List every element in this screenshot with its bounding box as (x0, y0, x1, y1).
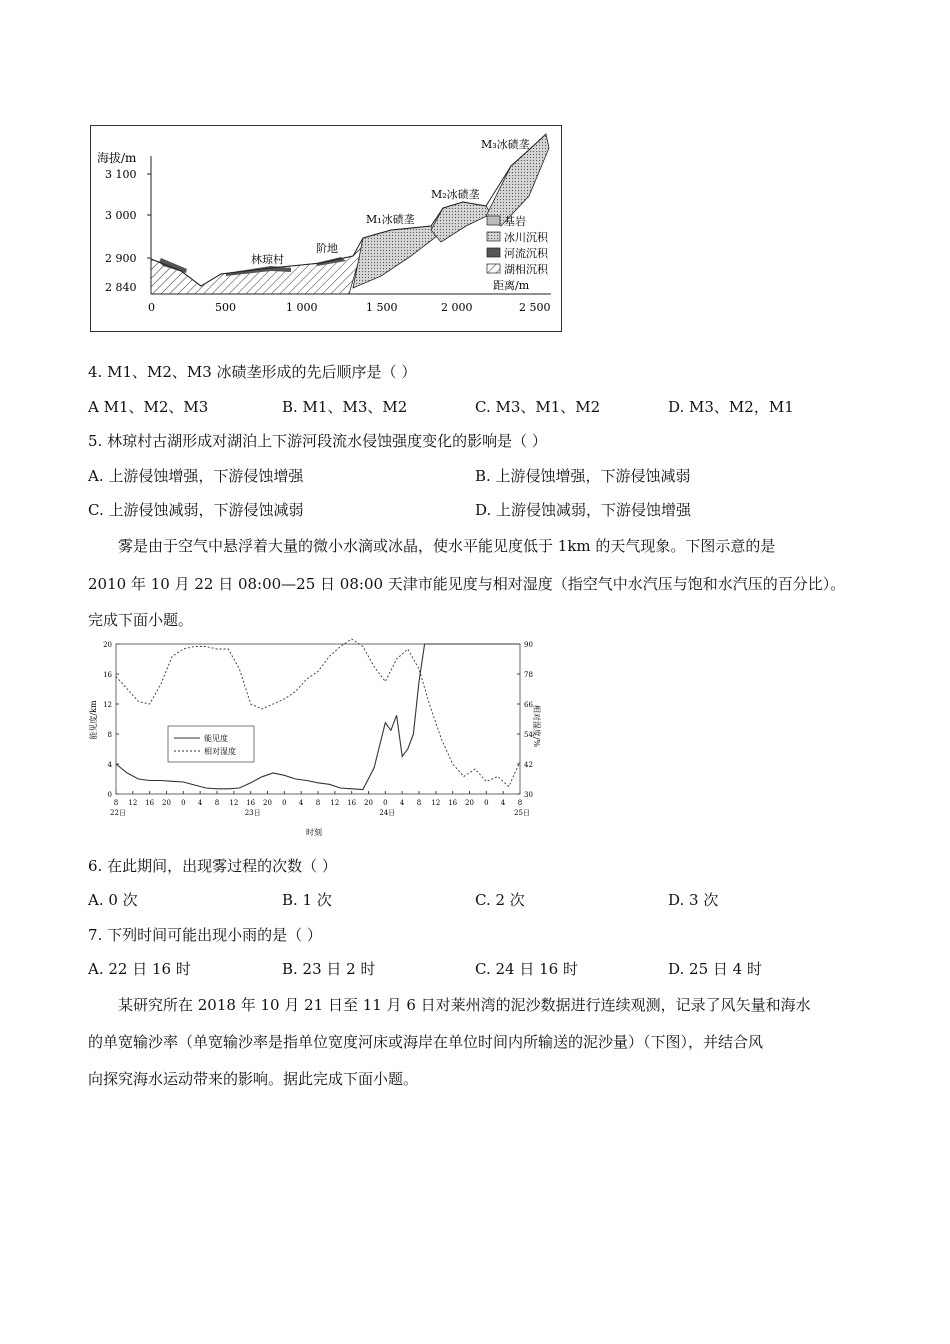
x-axis-label: 距离/m (493, 279, 530, 292)
y-axis-label: 能见度/km (89, 700, 98, 740)
series-lines (116, 639, 520, 790)
glacial-deposit-area (431, 202, 491, 242)
x-tick-label: 20 (364, 799, 373, 807)
day-labels (110, 809, 530, 817)
x-tick-label: 8 (214, 799, 220, 807)
m2-moraine-label: M₂冰碛垄 (431, 188, 480, 201)
x-tick-label: 4 (298, 799, 304, 807)
x-tick-label: 1 000 (286, 301, 318, 314)
x-tick-label: 0 (484, 799, 489, 807)
y-tick-label: 2 900 (105, 252, 137, 265)
chart-legend (168, 726, 254, 762)
x-tick-label: 16 (145, 799, 155, 807)
question-5-option-c: C. 上游侵蚀减弱，下游侵蚀减弱 (88, 501, 304, 519)
question-5-stem: 5. 林琼村古湖形成对湖泊上下游河段流水侵蚀强度变化的影响是（ ） (88, 432, 547, 450)
x-tick-label: 12 (431, 799, 441, 807)
elevation-profile-figure (90, 125, 562, 332)
question-6-option-d: D. 3 次 (668, 891, 719, 909)
question-6-option-c: C. 2 次 (475, 891, 525, 909)
y-tick-label: 0 (107, 791, 112, 799)
x-tick-label: 0 (181, 799, 186, 807)
legend-swatch-river (487, 248, 500, 257)
y2-tick-label: 78 (524, 671, 533, 679)
x-tick-label: 1 500 (366, 301, 398, 314)
legend-label: 冰川沉积 (504, 231, 548, 244)
day-label: 25日 (514, 809, 530, 817)
question-7-stem: 7. 下列时间可能出现小雨的是（ ） (88, 926, 322, 944)
x-tick-label: 16 (246, 799, 256, 807)
x-tick-label: 12 (229, 799, 239, 807)
elevation-profile-svg (91, 126, 561, 331)
question-5-option-d: D. 上游侵蚀减弱，下游侵蚀增强 (475, 501, 692, 519)
question-4-option-a: A M1、M2、M3 (88, 398, 209, 416)
x-tick-label: 0 (148, 301, 155, 314)
right-axis-ticks (517, 641, 533, 799)
glacial-deposit-area (353, 226, 437, 288)
x-tick-label: 4 (399, 799, 405, 807)
x-tick-label: 0 (282, 799, 287, 807)
x-tick-label: 8 (113, 799, 119, 807)
x-tick-label: 500 (215, 301, 236, 314)
y-axis-label: 海拔/m (97, 151, 137, 165)
x-tick-label: 2 500 (519, 301, 551, 314)
y-tick-label: 8 (107, 731, 112, 739)
x-tick-label: 0 (383, 799, 388, 807)
y2-tick-label: 90 (524, 641, 533, 649)
passage-fog-line: 雾是由于空气中悬浮着大量的微小水滴或冰晶，使水平能见度低于 1km 的天气现象。下图示意的是 (118, 537, 776, 555)
x-tick-label: 8 (315, 799, 321, 807)
legend-label: 湖相沉积 (504, 263, 548, 276)
y-tick-label: 2 840 (105, 281, 137, 294)
x-axis-ticks (114, 791, 522, 807)
y-tick-label: 3 000 (105, 209, 137, 222)
y-tick-label: 4 (107, 761, 112, 769)
question-4-option-b: B. M1、M3、M2 (282, 398, 408, 416)
legend-label-humidity: 相对湿度 (204, 747, 236, 756)
village-label: 林琼村 (251, 253, 284, 266)
question-7-option-d: D. 25 日 4 时 (668, 960, 762, 978)
y-tick-label: 16 (103, 671, 112, 679)
question-4-option-d: D. M3、M2，M1 (668, 398, 794, 416)
x-tick-label: 20 (263, 799, 272, 807)
legend-swatch-glacial (487, 232, 500, 241)
m1-moraine-label: M₁冰碛垄 (366, 213, 415, 226)
passage-sand-line: 某研究所在 2018 年 10 月 21 日至 11 月 6 日对莱州湾的泥沙数据进行连续观测，记录了风矢量和海水 (118, 996, 811, 1014)
question-6-stem: 6. 在此期间，出现雾过程的次数（ ） (88, 857, 337, 875)
question-6-option-a: A. 0 次 (88, 891, 138, 909)
x-tick-label: 20 (162, 799, 171, 807)
passage-fog-line: 完成下面小题。 (88, 611, 194, 629)
question-7-option-b: B. 23 日 2 时 (282, 960, 376, 978)
y2-tick-label: 66 (524, 701, 533, 709)
day-label: 23日 (244, 809, 261, 817)
visibility-humidity-svg (88, 640, 540, 845)
y-tick-label: 12 (103, 701, 112, 709)
legend-label: 河流沉积 (504, 247, 548, 260)
x-tick-label: 16 (347, 799, 357, 807)
left-axis-ticks (103, 641, 119, 799)
question-5-option-b: B. 上游侵蚀增强，下游侵蚀减弱 (475, 467, 691, 485)
y-tick-label: 3 100 (105, 168, 137, 181)
question-6-option-b: B. 1 次 (282, 891, 332, 909)
y2-tick-label: 42 (524, 761, 533, 769)
x-tick-label: 8 (416, 799, 422, 807)
visibility-series-line (116, 644, 520, 790)
x-tick-label: 12 (128, 799, 138, 807)
x-tick-label: 16 (448, 799, 458, 807)
legend-swatch-bedrock (487, 216, 500, 225)
question-5-option-a: A. 上游侵蚀增强，下游侵蚀增强 (88, 467, 304, 485)
y2-tick-label: 54 (524, 731, 533, 739)
terrace-label: 阶地 (316, 242, 338, 255)
legend-swatch-lake (487, 264, 500, 273)
x-tick-label: 20 (465, 799, 474, 807)
question-4-stem: 4. M1、M2、M3 冰碛垄形成的先后顺序是（ ） (88, 363, 417, 381)
question-4-option-c: C. M3、M1、M2 (475, 398, 601, 416)
question-7-option-a: A. 22 日 16 时 (88, 960, 191, 978)
humidity-series-line (116, 639, 520, 787)
y2-tick-label: 30 (524, 791, 533, 799)
x-tick-label: 8 (517, 799, 523, 807)
y2-axis-label: 相对湿度/% (532, 704, 541, 748)
day-label: 22日 (110, 809, 126, 817)
x-axis-label: 时刻 (306, 828, 322, 837)
legend-label: 基岩 (504, 215, 526, 228)
passage-fog-line: 2010 年 10 月 22 日 08:00—25 日 08:00 天津市能见度与相对湿度（指空气中水汽压与饱和水汽压的百分比）。 (88, 575, 846, 593)
m3-moraine-label: M₃冰碛垄 (481, 138, 530, 151)
x-tick-label: 2 000 (441, 301, 473, 314)
passage-sand-line: 向探究海水运动带来的影响。据此完成下面小题。 (88, 1070, 419, 1088)
day-label: 24日 (379, 809, 396, 817)
visibility-humidity-chart (88, 640, 540, 845)
x-tick-label: 4 (500, 799, 506, 807)
y-tick-label: 20 (103, 641, 112, 649)
legend-label-visibility: 能见度 (204, 734, 228, 743)
passage-sand-line: 的单宽输沙率（单宽输沙率是指单位宽度河床或海岸在单位时间内所输送的泥沙量）（下图），并结合风 (88, 1033, 764, 1051)
question-7-option-c: C. 24 日 16 时 (475, 960, 578, 978)
x-tick-label: 12 (330, 799, 340, 807)
x-tick-label: 4 (197, 799, 203, 807)
